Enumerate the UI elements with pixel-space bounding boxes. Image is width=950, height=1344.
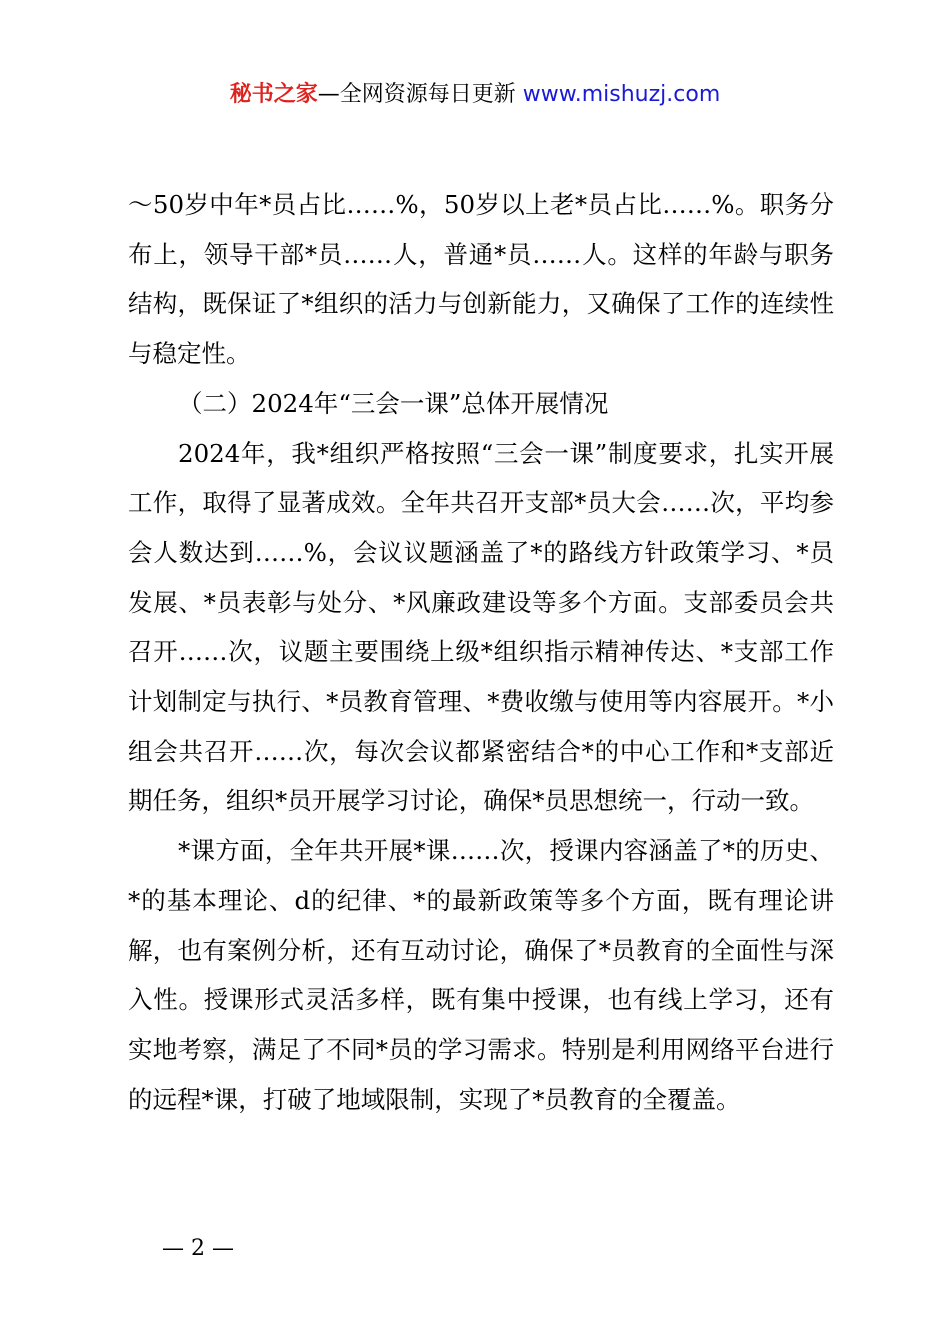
document-body [128, 180, 834, 1124]
page-number: — 2 — [162, 1236, 234, 1261]
site-tagline: —全网资源每日更新 [317, 82, 516, 107]
paragraph-age-structure: ～50岁中年*员占比……%，50岁以上老*员占比……%。职务分布上，领导干部*员……人，普通*员……人。这样的年龄与职务结构，既保证了*组织的活力与创新能力，又确保了工作的连续性与稳定性。 [128, 190, 834, 369]
site-brand: 秘书之家 [229, 82, 318, 107]
site-header [0, 78, 950, 112]
site-url-link[interactable]: www.mishuzj.com [522, 82, 721, 107]
paragraph-lessons: *课方面，全年共开展*课……次，授课内容涵盖了*的历史、*的基本理论、d的纪律、*的最新政策等多个方面，既有理论讲解，也有案例分析，还有互动讨论，确保了*员教育的全面性与深入性。授课形式灵活多样，既有集中授课，也有线上学习，还有实地考察，满足了不同*员的学习需求。特别是利用网络平台进行的远程*课，打破了地域限制，实现了*员教育的全覆盖。 [128, 836, 834, 1114]
paragraph-meetings: 2024年，我*组织严格按照“三会一课”制度要求，扎实开展工作，取得了显著成效。全年共召开支部*员大会……次，平均参会人数达到……%，会议议题涵盖了*的路线方针政策学习、*员发展、*员表彰与处分、*风廉政建设等多个方面。支部委员会共召开……次，议题主要围绕上级*组织指示精神传达、*支部工作计划制定与执行、*员教育管理、*费收缴与使用等内容展开。*小组会共召开……次，每次会议都紧密结合*的中心工作和*支部近期任务，组织*员开展学习讨论，确保*员思想统一，行动一致。 [128, 438, 834, 816]
section-heading: （二）2024年“三会一课”总体开展情况 [178, 388, 609, 418]
